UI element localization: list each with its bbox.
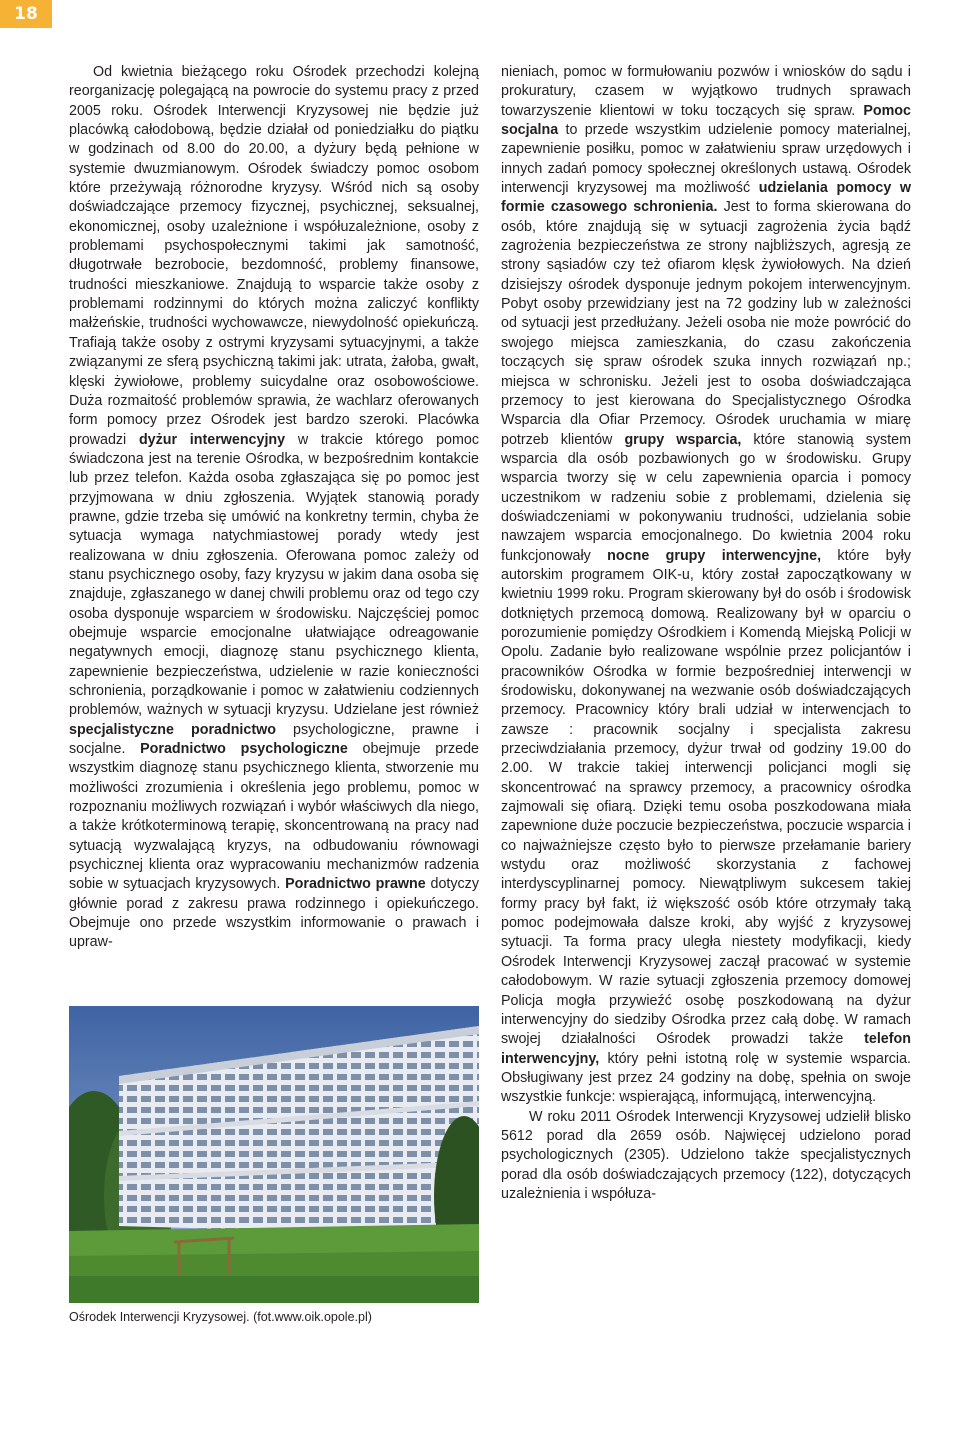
left-bold-psychologiczne: Poradnictwo psychologiczne [140, 741, 348, 758]
photo-caption: Ośrodek Interwencji Kryzysowej. (fot.www.oik.opole.pl) [69, 1310, 372, 1324]
right-bold-socjalna: Pomoc socjalna [501, 102, 911, 139]
page-number-badge: 18 [0, 0, 52, 28]
left-text-c: psychologiczne, prawne i socjalne. [69, 721, 479, 758]
right-text-b: to przede wszystkim udzielenie pomocy materialnej, zapewnienie posiłku, pomoc w załatwieniu spraw urzędowych i innych zadań pomocy społecznej określonych ustawą. Ośrodek interwencji kryzysowej ma możliwość [501, 122, 911, 197]
left-column [69, 63, 479, 953]
right-bold-nocne: nocne grupy interwencyjne, [607, 547, 822, 564]
left-text-b: w trakcie którego pomoc świadczona jest na terenie Ośrodka, w bezpośrednim kontakcie lub przez telefon. Każda osoba zgłaszająca się po pomoc jest przyjmowana w dniu zgłoszenia. Wyjątek stanowią porady prawne, gdzie trzeba się umówić na konkretny termin, chyba że sytuacja wymaga natychmiastowej porady wtedy jest realizowana w dniu zgłoszenia. Oferowana pomoc zależy od stanu psychicznego osoby, fazy kryzysu w jakim dana osoba się znajduje, zgłaszanego w danej chwili problemu oraz od tego czy osoba dysponuje wsparciem w środowisku. Najczęściej pomoc obejmuje wsparcie emocjonalne ułatwiające odreagowanie negatywnych emocji, diagnozę stanu psychicznego klienta, zapewnienie bezpieczeństwa, udzielenie w razie konieczności schronienia, porządkowanie i pomoc w załatwieniu codziennych problemów, ważnych w sytuacji kryzysu. Udzielane jest również [69, 431, 479, 719]
right-text-d: które stanowią system wsparcia dla osób pozbawionych go w środowisku. Grupy wsparcia tworzy się w celu zapewnienia oparcia i pomocy uczestnikom w radzeniu sobie z problemami, dzielenia się doświadczeniami w pokonywaniu trudności, udzielania sobie nawzajem wsparcia emocjonalnego. Do kwietnia 2004 roku funkcjonowały [501, 431, 911, 564]
left-paragraph [69, 63, 479, 953]
right-bold-schronienie: udzielania pomocy w formie czasowego schronienia. [501, 180, 912, 216]
left-text-d: obejmuje przede wszystkim diagnozę stanu psychicznego klienta, stworzenie mu możliwości zrozumienia i określenia jego problemu, pomoc w rozpoznaniu możliwych rozwiązań i wybór właściwych dla niego, a także krótkoterminową terapię, skoncentrowaną na pracy nad sytuacją wyzwalającą kryzys, na odbudowaniu równowagi psychicznej klienta oraz wypracowaniu mechanizmów radzenia sobie w sytuacjach kryzysowych. [69, 741, 479, 893]
right-paragraph-2: W roku 2011 Ośrodek Interwencji Kryzysowej udzielił blisko 5612 porad dla 2659 osób. Najwięcej udzielono porad psychologicznych (2305). Udzielono także specjalistycznych porad dla osób doświadczających przemocy (122), dotyczących uzależnienia i współuza- [501, 1108, 911, 1202]
left-bold-prawne: Poradnictwo prawne [285, 876, 426, 893]
building-illustration [69, 1006, 479, 1303]
right-text-c: Jest to forma skierowana do osób, które znajdują się w sytuacji zagrożenia życia bądź zagrożenia bezpieczeństwa ze strony najbliższych, agresją ze strony sąsiadów czy też ofiarom klęsk żywiołowych. Na dzień dzisiejszy ośrodek dysponuje jednym pokojem interwencyjnym. Pobyt osoby przewidziany jest na 72 godziny lub w zależności od sytuacji jest przedłużany. Jeżeli osoba nie może powrócić do swojego miejsca zamieszkania, do czasu zakończenia toczących się spraw ośrodek szuka innych rozwiązań np.; miejsca w schronisku. Jeżeli jest to osoba doświadczająca przemocy to jest kierowana do Specjalistycznego Ośrodka Wsparcia dla Ofiar Przemocy. Ośrodek uruchamia w miarę potrzeb klientów [501, 199, 911, 448]
left-text-a: Od kwietnia bieżącego roku Ośrodek przechodzi kolejną reorganizację polegającą na powrocie do systemu pracy z przed 2005 roku. Ośrodek Interwencji Kryzysowej nie będzie już placówką całodobową, będzie działał od poniedziałku do piątku w godzinach od 8.00 do 20.00, a dyżury będą pełnione w systemie dwuzmianowym. Ośrodek świadczy pomoc osobom które przeżywają różnorodne kryzysy. Wśród nich są osoby doświadczające przemocy fizycznej, psychicznej, seksualnej, ekonomicznej, osoby uzależnione i współuzależnione, osoby z problemami psychospołecznymi takimi jak samotność, długotrwałe bezrobocie, bezdomność, problemy finansowe, trudności mieszkaniowe. Znajdują to wsparcie także osoby z problemami rodzinnymi do których można zaliczyć konflikty małżeńskie, trudności wychowawcze, niewydolność opiekuńczą. Trafiają także osoby z ostrymi kryzysami sytuacyjnymi, a także związanymi ze sferą psychiczną takimi jak: utrata, żałoba, gwałt, klęski żywiołowe, problemy suicydalne oraz osobowościowe. Duża rozmaitość problemów sprawia, że wachlarz oferowanych form pomocy przez Ośrodek jest bardzo szeroki. Placówka prowadzi [69, 64, 479, 448]
right-text-a: nieniach, pomoc w formułowaniu pozwów i wniosków do sądu i prokuratury, czasem w wyjątkowo trudnych sprawach towarzyszenie klientowi w toku toczących się spraw. [501, 64, 911, 119]
right-text-e: które były autorskim programem OIK-u, który został zapoczątkowany w kwietniu 1999 roku. Program skierowany był do osób i środowisk dotkniętych przemocą domową. Realizowany był w oparciu o porozumienie pomiędzy Ośrodkiem i Komendą Miejską Policji w Opolu. Zadanie było realizowane wspólnie przez policjantów i pracowników Ośrodka w formie bezpośredniej interwencji w środowisku, dokonywanej na wezwanie osób doświadczających przemocy. Pracownicy który brali udział w interwencjach to zawsze : pracownik socjalny i specjalista zakresu przeciwdziałania przemocy, dyżur trwał od godziny 19.00 do 2.00. W trakcie takiej interwencji policjanci mogli się skoncentrować na sprawcy przemocy, a pracownicy ośrodka zajmowali się ofiarą. Dzięki temu osoba poszkodowana miała zapewnione duże poczucie bezpieczeństwa, poczucie wsparcia i co najważniejsze często było to pierwsze przełamanie bariery wstydu oraz możliwość skorzystania z fachowej interdyscyplinarnej pomocy. Niewątpliwym sukcesem takiej formy pracy był fakt, iż większość osób które otrzymały taką pomoc podejmowała dalsze kroki, aby wyjść z kryzysowej sytuacji. Ta forma pracy uległa niestety modyfikacji, kiedy Ośrodek Interwencji Kryzysowej zaczął pracować w systemie całodobowym. W razie sytuacji zgłoszenia przemocy domowej Policja mogła przywieźć osobę poszkodowaną na dyżur interwencyjny do siedziby Ośrodka przez całą dobę. W ramach swojej działalności Ośrodek prowadzi także [501, 547, 911, 1048]
left-bold-dyzur: dyżur interwencyjny [138, 431, 286, 448]
right-paragraph-1 [501, 63, 911, 1108]
right-bold-grupy: grupy wsparcia, [624, 431, 742, 448]
left-bold-poradnictwo: specjalistyczne poradnictwo [69, 721, 276, 738]
building-photo [69, 1006, 479, 1303]
right-bold-telefon: telefon interwencyjny, [501, 1031, 911, 1067]
right-text-f: który pełni istotną rolę w systemie wsparcia. Obsługiwany jest przez 24 godziny na dobę, spełnia on swoje wszystkie funkcje: wspierającą, informującą, interwencyjną. [501, 1050, 911, 1106]
left-text-e: dotyczy głównie porad z zakresu prawa rodzinnego i opiekuńczego. Obejmuje ono przede wszystkim informowanie o prawach i upraw- [69, 876, 479, 951]
right-column [501, 63, 911, 1204]
